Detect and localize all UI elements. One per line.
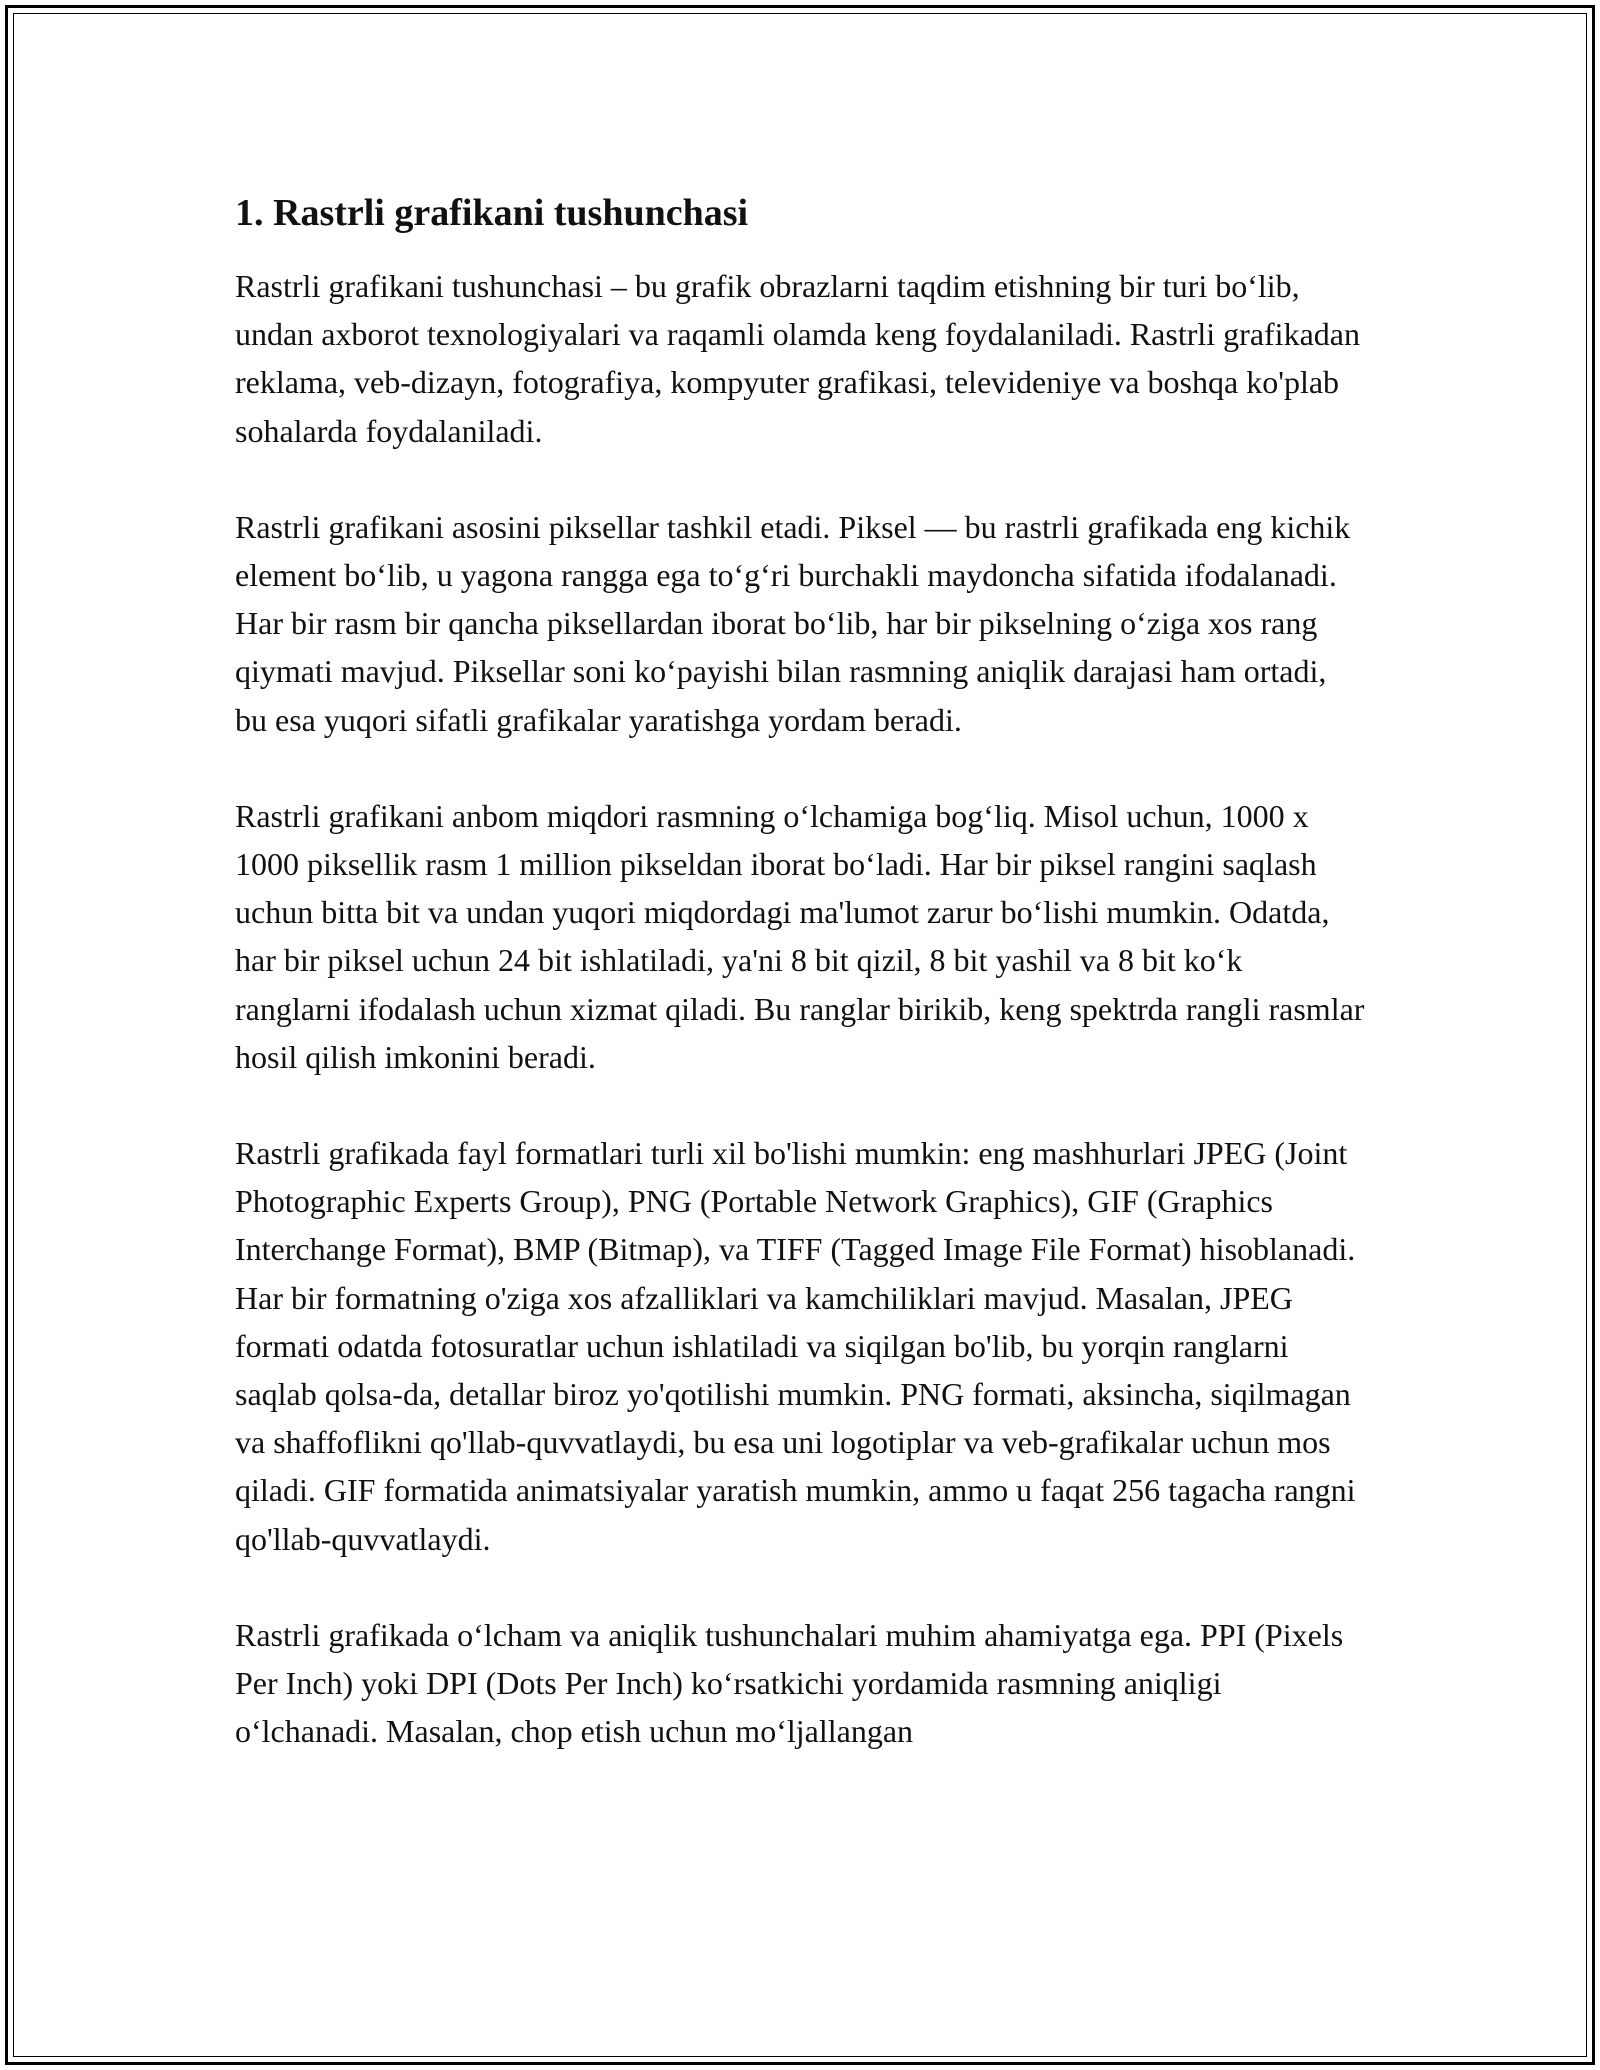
paragraph-3: Rastrli grafikani anbom miqdori rasmning o‘lchamiga bog‘liq. Misol uchun, 1000 x 1000 piksellik rasm 1 million pikseldan iborat bo‘ladi. Har bir piksel rangini saqlash uchun bitta bit va undan yuqori miqdordagi ma'lumot zarur bo‘lishi mumkin. Odatda, har bir piksel uchun 24 bit ishlatiladi, ya'ni 8 bit qizil, 8 bit yashil va 8 bit ko‘k ranglarni ifodalash uchun xizmat qiladi. Bu ranglar birikib, keng spektrda rangli rasmlar hosil qilish imkonini beradi. (235, 797, 1365, 1075)
paragraph-4: Rastrli grafikada fayl formatlari turli xil bo'lishi mumkin: eng mashhurlari JPEG (Joint Photographic Experts Group), PNG (Portable Network Graphics), GIF (Graphics Interchange Format), BMP (Bitmap), va TIFF (Tagged Image File Format) hisoblanadi. Har bir formatning o'ziga xos afzalliklari va kamchiliklari mavjud. Masalan, JPEG formati odatda fotosuratlar uchun ishlatiladi va siqilgan bo'lib, bu yorqin ranglarni saqlab qolsa-da, detallar biroz yo'qotilishi mumkin. PNG formati, aksincha, siqilmagan va shaffoflikni qo'llab-quvvatlaydi, bu esa uni logotiplar va veb-grafikalar uchun mos qiladi. GIF formatida animatsiyalar yaratish mumkin, ammo u faqat 256 tagacha rangni qo'llab-quvvatlaydi. (235, 1135, 1356, 1557)
paragraph-2: Rastrli grafikani asosini piksellar tashkil etadi. Piksel — bu rastrli grafikada eng kichik element bo‘lib, u yagona rangga ega to‘g‘ri burchakli maydoncha sifatida ifodalanadi. Har bir rasm bir qancha piksellardan iborat bo‘lib, har bir pikselning o‘ziga xos rang qiymati mavjud. Piksellar soni ko‘payishi bilan rasmning aniqlik darajasi ham ortadi, bu esa yuqori sifatli grafikalar yaratishga yordam beradi. (235, 508, 1351, 738)
paragraph-5: Rastrli grafikada o‘lcham va aniqlik tushunchalari muhim ahamiyatga ega. PPI (Pixels Per Inch) yoki DPI (Dots Per Inch) ko‘rsatkichi yordamida rasmning aniqligi o‘lchanadi. Masalan, chop etish uchun mo‘ljallangan (235, 1616, 1344, 1750)
document-body (235, 188, 1365, 1803)
section-heading: 1. Rastrli grafikani tushunchasi (235, 192, 749, 234)
paragraph-1: Rastrli grafikani tushunchasi – bu grafik obrazlarni taqdim etishning bir turi bo‘lib, undan axborot texnologiyalari va raqamli olamda keng foydalaniladi. Rastrli grafikadan reklama, veb-dizayn, fotografiya, kompyuter grafikasi, televideniye va boshqa ko'plab sohalarda foydalaniladi. (235, 268, 1360, 449)
